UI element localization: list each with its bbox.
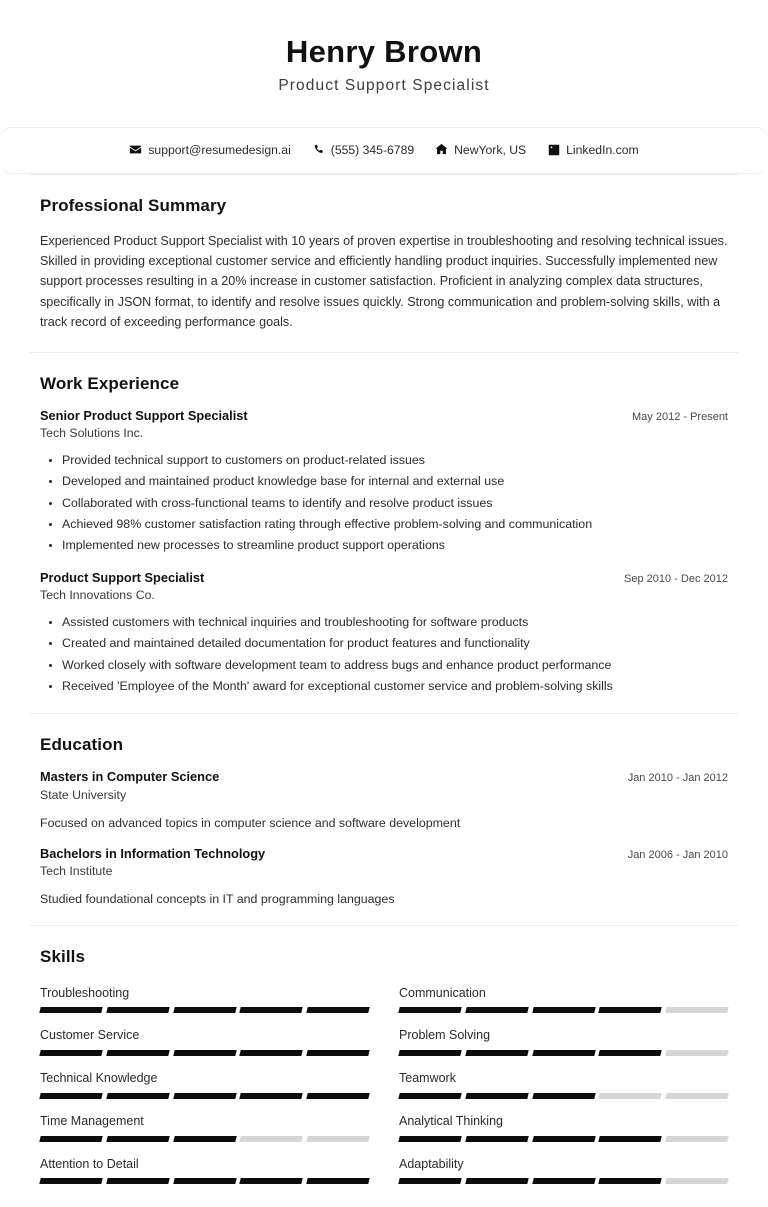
work-entry-company: Tech Innovations Co. bbox=[40, 587, 155, 602]
skill-level-segment bbox=[398, 1136, 461, 1142]
education-entry-description: Studied foundational concepts in IT and programming languages bbox=[40, 891, 395, 906]
skill-level-segment bbox=[39, 1093, 102, 1099]
skill-level-segment bbox=[665, 1178, 728, 1184]
education-entry-degree: Masters in Computer Science bbox=[40, 769, 220, 785]
skill-level-segment bbox=[173, 1178, 236, 1184]
skill-level-segment bbox=[106, 1178, 169, 1184]
skill-level-bar bbox=[40, 1050, 369, 1056]
section-divider bbox=[30, 925, 738, 926]
contact-linkedin[interactable] bbox=[547, 143, 639, 157]
section-divider bbox=[30, 174, 738, 175]
skill-name: Time Management bbox=[40, 1113, 144, 1128]
skill-level-bar bbox=[399, 1050, 728, 1056]
skill-level-segment bbox=[240, 1007, 303, 1013]
skill-level-segment bbox=[306, 1178, 369, 1184]
skill-name: Communication bbox=[399, 985, 486, 1000]
section-work-experience bbox=[0, 374, 768, 714]
education-entry-date: Jan 2010 - Jan 2012 bbox=[627, 772, 728, 785]
contact-label: support@resumedesign.ai bbox=[148, 142, 291, 157]
skill-level-segment bbox=[665, 1093, 728, 1099]
work-entry bbox=[40, 569, 728, 698]
skill-name: Customer Service bbox=[40, 1028, 140, 1043]
section-divider bbox=[30, 352, 738, 353]
skills-grid bbox=[40, 984, 728, 1207]
skill-level-segment bbox=[465, 1007, 528, 1013]
skill-level-segment bbox=[599, 1093, 662, 1099]
skill-level-segment bbox=[465, 1093, 528, 1099]
skill-level-bar bbox=[399, 1178, 728, 1184]
skill-level-bar bbox=[40, 1093, 369, 1099]
skill-level-segment bbox=[599, 1136, 662, 1142]
skill-item bbox=[40, 1026, 369, 1069]
skill-level-segment bbox=[665, 1007, 728, 1013]
contact-email[interactable] bbox=[129, 143, 290, 157]
section-title-work: Work Experience bbox=[40, 373, 180, 393]
education-entry-school: Tech Institute bbox=[40, 863, 113, 878]
work-entry-bullets bbox=[40, 612, 728, 697]
skill-item bbox=[40, 1155, 369, 1198]
skill-name: Analytical Thinking bbox=[399, 1113, 503, 1128]
linkedin-icon bbox=[547, 143, 560, 156]
section-professional-summary bbox=[0, 196, 768, 352]
contact-phone[interactable] bbox=[312, 143, 414, 157]
education-entry-degree: Bachelors in Information Technology bbox=[40, 845, 266, 861]
skill-level-segment bbox=[665, 1136, 728, 1142]
skill-name: Teamwork bbox=[399, 1071, 456, 1086]
skill-level-segment bbox=[532, 1178, 595, 1184]
skill-item bbox=[399, 1112, 728, 1155]
skill-level-segment bbox=[240, 1050, 303, 1056]
skill-item bbox=[40, 1112, 369, 1155]
work-bullet: Collaborated with cross-functional teams to identify and resolve product issues bbox=[62, 493, 728, 514]
envelope-icon bbox=[129, 143, 142, 156]
skill-item bbox=[399, 1069, 728, 1112]
section-title-summary: Professional Summary bbox=[40, 195, 227, 215]
skill-level-segment bbox=[465, 1050, 528, 1056]
work-bullet: Achieved 98% customer satisfaction rating through effective problem-solving and communication bbox=[62, 514, 728, 535]
work-entries bbox=[40, 407, 728, 714]
education-entry bbox=[40, 768, 728, 832]
skill-level-segment bbox=[106, 1136, 169, 1142]
work-entry-role: Senior Product Support Specialist bbox=[40, 407, 248, 423]
skill-level-segment bbox=[398, 1178, 461, 1184]
skill-level-segment bbox=[39, 1007, 102, 1013]
section-title-education: Education bbox=[40, 735, 124, 755]
skill-level-segment bbox=[599, 1007, 662, 1013]
skill-level-segment bbox=[39, 1136, 102, 1142]
skill-level-segment bbox=[173, 1050, 236, 1056]
skill-level-segment bbox=[106, 1093, 169, 1099]
work-bullet: Worked closely with software development team to address bugs and enhance product performance bbox=[62, 655, 728, 676]
skill-level-segment bbox=[599, 1050, 662, 1056]
candidate-name: Henry Brown bbox=[285, 34, 483, 69]
education-entries bbox=[40, 768, 728, 924]
work-entry-date: May 2012 - Present bbox=[632, 410, 728, 423]
section-skills bbox=[0, 947, 768, 1207]
skill-item bbox=[399, 984, 728, 1027]
skill-level-segment bbox=[173, 1007, 236, 1013]
skill-level-segment bbox=[665, 1050, 728, 1056]
work-bullet: Created and maintained detailed documentation for product features and functionality bbox=[62, 633, 728, 654]
work-entry bbox=[40, 407, 728, 557]
skill-level-segment bbox=[532, 1093, 595, 1099]
skill-level-segment bbox=[39, 1178, 102, 1184]
education-entry-header bbox=[40, 845, 728, 862]
contact-label: (555) 345-6789 bbox=[330, 142, 415, 157]
contact-location[interactable] bbox=[435, 143, 526, 157]
skill-level-segment bbox=[398, 1093, 461, 1099]
skill-level-segment bbox=[532, 1136, 595, 1142]
work-entry-header bbox=[40, 569, 728, 586]
skill-level-segment bbox=[106, 1050, 169, 1056]
contact-label: LinkedIn.com bbox=[566, 142, 639, 157]
skill-item bbox=[399, 1026, 728, 1069]
skill-level-segment bbox=[306, 1093, 369, 1099]
skill-level-segment bbox=[240, 1178, 303, 1184]
skill-level-segment bbox=[532, 1007, 595, 1013]
home-icon bbox=[435, 143, 448, 156]
skill-level-bar bbox=[40, 1136, 369, 1142]
work-entry-header bbox=[40, 407, 728, 424]
skill-name: Attention to Detail bbox=[40, 1156, 139, 1171]
phone-icon bbox=[312, 143, 325, 156]
skill-level-segment bbox=[173, 1136, 236, 1142]
candidate-job-title: Product Support Specialist bbox=[278, 76, 490, 94]
work-bullet: Developed and maintained product knowledge base for internal and external use bbox=[62, 471, 728, 492]
skill-level-segment bbox=[465, 1136, 528, 1142]
skill-item bbox=[40, 1069, 369, 1112]
skill-level-segment bbox=[599, 1178, 662, 1184]
skill-name: Troubleshooting bbox=[40, 985, 130, 1000]
work-entry-company: Tech Solutions Inc. bbox=[40, 425, 144, 440]
skill-level-bar bbox=[399, 1136, 728, 1142]
education-entry-school: State University bbox=[40, 787, 127, 802]
skill-level-segment bbox=[173, 1093, 236, 1099]
skill-name: Adaptability bbox=[399, 1156, 464, 1171]
section-title-skills: Skills bbox=[40, 946, 86, 966]
education-entry-header bbox=[40, 768, 728, 785]
skill-name: Problem Solving bbox=[399, 1028, 491, 1043]
resume-header bbox=[0, 0, 768, 117]
skill-level-segment bbox=[532, 1050, 595, 1056]
contact-bar bbox=[0, 127, 768, 174]
education-entry-date: Jan 2006 - Jan 2010 bbox=[627, 848, 728, 861]
skill-level-bar bbox=[399, 1007, 728, 1013]
work-bullet: Implemented new processes to streamline product support operations bbox=[62, 535, 728, 556]
skill-level-segment bbox=[306, 1050, 369, 1056]
skill-level-segment bbox=[465, 1178, 528, 1184]
work-entry-role: Product Support Specialist bbox=[40, 569, 205, 585]
skill-item bbox=[40, 984, 369, 1027]
work-entry-date: Sep 2010 - Dec 2012 bbox=[624, 572, 728, 585]
skill-level-segment bbox=[106, 1007, 169, 1013]
education-entry-description: Focused on advanced topics in computer science and software development bbox=[40, 815, 461, 830]
skill-level-segment bbox=[240, 1093, 303, 1099]
skill-level-segment bbox=[306, 1136, 369, 1142]
work-bullet: Provided technical support to customers on product-related issues bbox=[62, 450, 728, 471]
section-divider bbox=[30, 713, 738, 714]
skill-level-segment bbox=[240, 1136, 303, 1142]
skill-level-segment bbox=[306, 1007, 369, 1013]
skill-level-bar bbox=[40, 1007, 369, 1013]
skill-level-bar bbox=[399, 1093, 728, 1099]
work-entry-bullets bbox=[40, 450, 728, 557]
work-bullet: Assisted customers with technical inquiries and troubleshooting for software products bbox=[62, 612, 728, 633]
contact-label: NewYork, US bbox=[454, 142, 527, 157]
skill-level-bar bbox=[40, 1178, 369, 1184]
skill-level-segment bbox=[398, 1050, 461, 1056]
skill-level-segment bbox=[398, 1007, 461, 1013]
work-bullet: Received 'Employee of the Month' award for exceptional customer service and problem-solving skills bbox=[62, 676, 728, 697]
skill-name: Technical Knowledge bbox=[40, 1071, 158, 1086]
education-entry bbox=[40, 845, 728, 909]
section-education bbox=[0, 735, 768, 924]
skill-item bbox=[399, 1155, 728, 1198]
summary-text: Experienced Product Support Specialist with 10 years of proven expertise in troubleshooting and resolving technical issues. Skilled in providing exceptional customer service and efficiently handling product inquiries. Successfully implemented new support processes resulting in a 20% increase in customer satisfaction. Proficient in analyzing complex data structures, specifically in JSON format, to identify and resolve issues quickly. Strong communication and problem-solving skills, with a track record of exceeding performance goals. bbox=[40, 233, 728, 330]
skill-level-segment bbox=[39, 1050, 102, 1056]
